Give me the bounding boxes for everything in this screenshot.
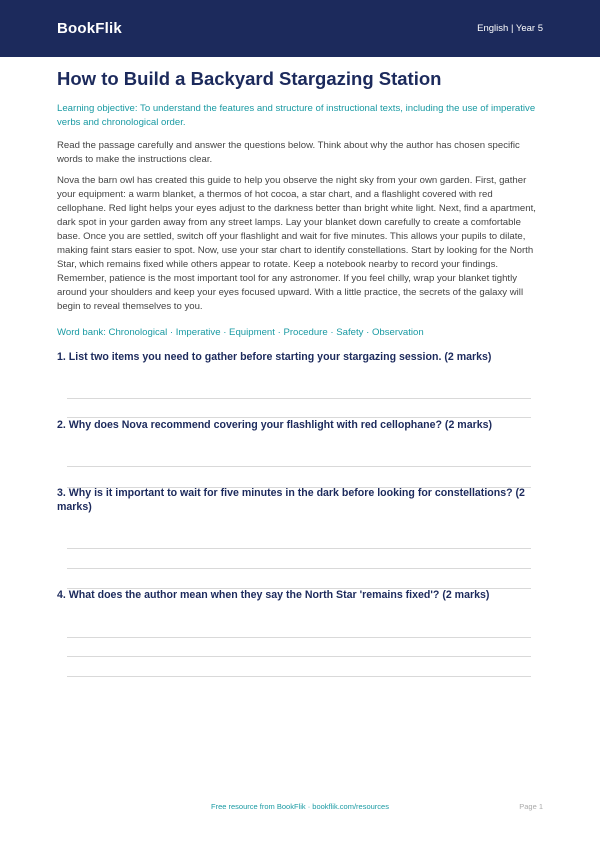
- reading-passage: Nova the barn owl has created this guide to help you observe the night sky from your own garden. First, gather your equipment: a warm blanket, a thermos of hot cocoa, a star chart, and a flashlight covered with red cellophane. Red light helps your eyes adjust to the darkness better than bright white light. Next, find a apartment, dark spot in your garden away from any street lamps. Lay your blanket down carefully to create a comfortable base. Once you are settled, switch off your flashlight and wait for five minutes. This allows your pupils to dilate, making faint stars easier to spot. Now, use your star chart to identify constellations. Start by looking for the North Star, which remains fixed while others appear to rotate. Keep a notebook nearby to record your findings. Remember, patience is the most important tool for any astronomer. If you feel chilly, wrap your blanket tightly around your shoulders and keep your eyes focused upward. With a little practice, the secrets of the galaxy will begin to reveal themselves to you.: [57, 175, 536, 312]
- answer-line[interactable]: [67, 656, 531, 657]
- brand-logo[interactable]: BookFlik: [57, 20, 122, 37]
- subject-label: English | Year 5: [477, 23, 543, 34]
- question-1: 1. List two items you need to gather before starting your stargazing session. (2 marks): [57, 351, 492, 363]
- question-3: 3. Why is it important to wait for five minutes in the dark before looking for constellations? (2 marks): [57, 487, 525, 513]
- page-footer: [0, 800, 600, 814]
- learning-objective: Learning objective: To understand the features and structure of instructional texts, including the use of imperative verbs and chronological order.: [57, 103, 536, 128]
- page-number: Page 1: [519, 802, 543, 811]
- answer-line[interactable]: [67, 398, 531, 399]
- instructions-text: Read the passage carefully and answer the questions below. Think about why the author has chosen specific words to make the instructions clear.: [57, 140, 520, 165]
- page-header: [0, 0, 600, 57]
- question-4: 4. What does the author mean when they say the North Star 'remains fixed'? (2 marks): [57, 589, 490, 601]
- answer-line[interactable]: [67, 548, 531, 549]
- word-bank: Word bank: Chronological · Imperative · Equipment · Procedure · Safety · Observation: [57, 327, 424, 338]
- answer-line[interactable]: [67, 466, 531, 467]
- answer-line[interactable]: [67, 637, 531, 638]
- answer-line[interactable]: [67, 676, 531, 677]
- question-2: 2. Why does Nova recommend covering your flashlight with red cellophane? (2 marks): [57, 419, 493, 431]
- page-title: How to Build a Backyard Stargazing Station: [57, 68, 442, 89]
- footer-link[interactable]: Free resource from BookFlik · bookflik.com/resources: [211, 802, 389, 811]
- answer-line[interactable]: [67, 568, 531, 569]
- worksheet-content: [57, 62, 543, 340]
